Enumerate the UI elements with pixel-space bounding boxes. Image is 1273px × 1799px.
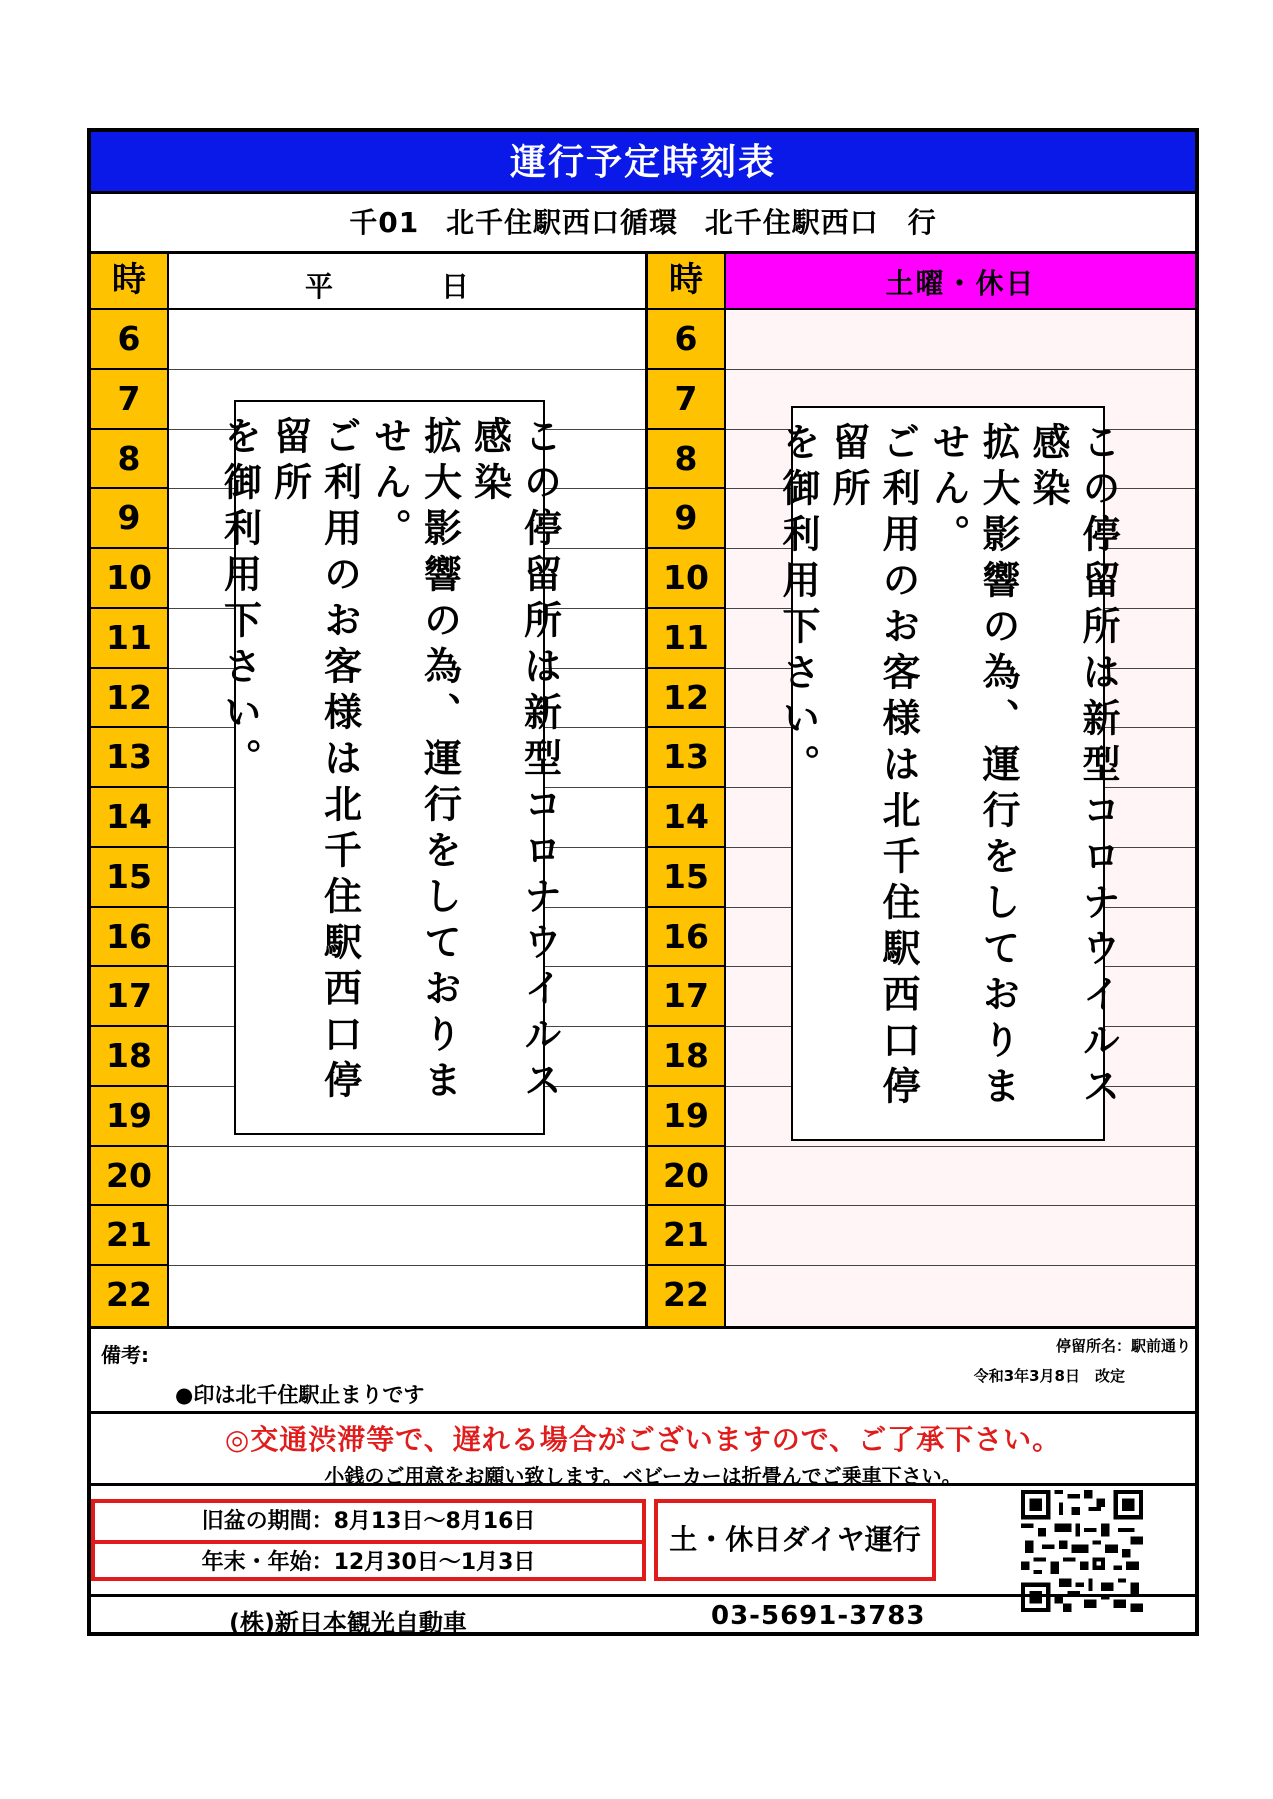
hour-cell: 10 [91,549,167,609]
hour-cell: 13 [648,728,724,788]
remarks-label: 備考: [101,1343,149,1367]
company-name: (株)新日本観光自動車 [229,1609,467,1637]
hour-cell: 19 [91,1087,167,1147]
weekend-notice-text: この停留所は新型コロナウイルス感染 拡大影響の為、運行をしておりません。 ご利用のお客様は北千住駅西口停留所 を御利用下さい。 [776,422,1120,1112]
hour-cell: 11 [91,609,167,669]
weekend-header: 土曜・休日 [726,254,1195,310]
route-code: 千01 [349,206,420,239]
hour-cell: 11 [648,609,724,669]
minute-row [726,1147,1195,1207]
hour-cell: 6 [648,310,724,370]
hour-cell: 15 [91,848,167,908]
footer [91,1594,1195,1636]
route-header [91,194,1195,254]
hour-cell: 17 [648,967,724,1027]
hour-cell: 8 [648,430,724,490]
obon-period: 旧盆の期間：8月13日～8月16日 [95,1503,642,1544]
stop-name: 停留所名：駅前通り [1055,1337,1191,1355]
weekend-timetable [648,254,1195,1326]
remarks-section [91,1326,1195,1414]
hour-cell: 19 [648,1087,724,1147]
timetable-sheet [87,128,1199,1636]
weekend-hours [648,310,724,1326]
minute-row [726,310,1195,370]
hour-header: 時 [648,254,724,310]
hour-cell: 18 [91,1027,167,1087]
fare-notice: 小銭のご用意をお願い致します。ベビーカーは折畳んでご乗車下さい。 [324,1464,962,1488]
hour-cell: 7 [91,370,167,430]
hour-cell: 17 [91,967,167,1027]
hour-header: 時 [91,254,167,310]
weekday-header: 平 日 [169,254,645,310]
holiday-periods-box [91,1499,646,1581]
minute-row [169,1266,645,1326]
weekday-hour-column [91,254,169,1326]
hour-cell: 16 [91,908,167,968]
phone-number: 03-5691-3783 [711,1601,926,1631]
hour-cell: 14 [648,788,724,848]
weekday-timetable [91,254,648,1326]
terminal-mark-note: ●印は北千住駅止まりです [175,1383,425,1407]
hour-cell: 13 [91,728,167,788]
minute-row [169,310,645,370]
weekday-notice-text: この停留所は新型コロナウイルス感染 拡大影響の為、運行をしておりません。 ご利用のお客様は北千住駅西口停留所 を御利用下さい。 [217,416,562,1106]
hour-cell: 8 [91,430,167,490]
minute-row [169,1147,645,1207]
route-destination: 北千住駅西口 行 [704,206,937,239]
minute-row [726,1266,1195,1326]
weekend-hour-column [648,254,726,1326]
warning-section [91,1414,1195,1486]
hour-cell: 18 [648,1027,724,1087]
hour-cell: 20 [648,1147,724,1207]
hour-cell: 15 [648,848,724,908]
hour-cell: 12 [91,669,167,729]
hour-cell: 10 [648,549,724,609]
weekend-notice [776,406,1120,1141]
minute-row [169,1206,645,1266]
year-end-period: 年末・年始：12月30日～1月3日 [201,1550,536,1575]
hour-cell: 20 [91,1147,167,1207]
hour-cell: 21 [91,1206,167,1266]
minute-row [726,1206,1195,1266]
hour-cell: 9 [91,489,167,549]
hour-cell: 6 [91,310,167,370]
hour-cell: 7 [648,370,724,430]
hour-cell: 21 [648,1206,724,1266]
hour-cell: 9 [648,489,724,549]
timetable-title: 運行予定時刻表 [91,132,1195,194]
weekday-hours [91,310,167,1326]
delay-warning: ◎交通渋滞等で、遅れる場合がございますので、ご了承下さい。 [224,1423,1062,1456]
hour-cell: 22 [106,1275,152,1314]
weekday-notice [217,400,562,1135]
holiday-schedule-box: 土・休日ダイヤ運行 [654,1499,936,1581]
hour-cell: 22 [663,1275,709,1314]
route-name: 北千住駅西口循環 [445,206,678,239]
hour-cell: 16 [648,908,724,968]
revision-date: 令和3年3月8日 改定 [973,1367,1125,1385]
hour-cell: 12 [648,669,724,729]
hour-cell: 14 [91,788,167,848]
